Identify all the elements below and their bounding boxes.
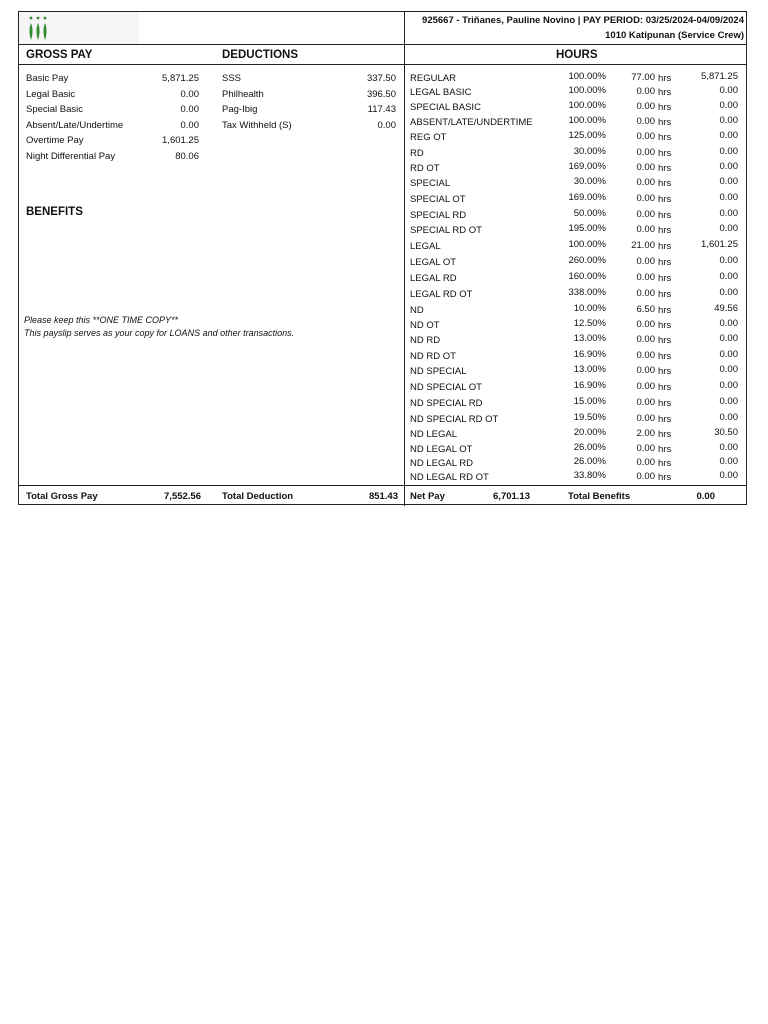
net-pay-value: 6,701.13 <box>493 491 530 502</box>
hours-row-rate: 100.00% <box>568 100 606 111</box>
total-benefits-label: Total Benefits <box>568 491 631 502</box>
hours-row-rate: 338.00% <box>568 287 606 298</box>
hours-row-hours: 0.00 <box>636 193 655 204</box>
hours-row-amount: 30.50 <box>714 427 738 438</box>
hours-row-label: ABSENT/LATE/UNDERTIME <box>410 117 533 128</box>
deduction-item-value: 117.43 <box>367 104 396 115</box>
hours-row-unit: hrs <box>658 257 672 268</box>
hours-row-label: ND OT <box>410 320 440 331</box>
hours-row-label: LEGAL BASIC <box>410 87 472 98</box>
gross-item-value: 0.00 <box>180 119 199 131</box>
hours-row-label: ND LEGAL RD <box>410 458 473 469</box>
hours-row-amount: 0.00 <box>719 287 738 298</box>
hours-row-label: REG OT <box>410 132 447 143</box>
hours-row-rate: 26.00% <box>573 456 606 467</box>
hours-row-hours: 0.00 <box>636 177 655 188</box>
hours-row-amount: 0.00 <box>719 271 738 282</box>
hours-row-rate: 33.80% <box>573 470 606 481</box>
hours-row-unit: hrs <box>658 87 672 98</box>
hours-row-hours: 0.00 <box>636 381 655 392</box>
hours-row-amount: 0.00 <box>719 255 738 266</box>
hours-row-unit: hrs <box>658 194 672 205</box>
gross-item-label: Special Basic <box>26 104 84 115</box>
hours-row-hours: 0.00 <box>636 288 655 299</box>
totals-divider <box>19 485 746 486</box>
hours-row-hours: 0.00 <box>636 443 655 454</box>
hours-row-amount: 0.00 <box>719 192 738 203</box>
hours-row-unit: hrs <box>658 102 672 113</box>
hours-row-label: ND LEGAL <box>410 429 457 440</box>
hours-row-unit: hrs <box>658 458 672 469</box>
gross-item-value: 0.00 <box>180 104 199 115</box>
gross-item-label: Basic Pay <box>26 73 69 84</box>
gross-item-value: 0.00 <box>180 88 199 100</box>
hours-row-amount: 1,601.25 <box>701 239 738 250</box>
hours-row-label: LEGAL <box>410 241 441 252</box>
hours-row-hours: 0.00 <box>636 147 655 158</box>
hours-row-hours: 2.00 <box>636 428 655 439</box>
hours-row-unit: hrs <box>658 335 672 346</box>
hours-row-amount: 0.00 <box>719 364 738 375</box>
hours-row-rate: 100.00% <box>568 115 606 126</box>
hours-row-rate: 13.00% <box>573 364 606 375</box>
hours-row-unit: hrs <box>658 351 672 362</box>
hours-row-label: LEGAL OT <box>410 257 457 268</box>
hours-row-unit: hrs <box>658 163 672 174</box>
hours-row-label: ND SPECIAL <box>410 366 467 377</box>
header-divider <box>19 44 746 45</box>
hours-row-amount: 0.00 <box>719 333 738 344</box>
hours-row-unit: hrs <box>658 429 672 440</box>
hours-row-label: ND LEGAL RD OT <box>410 472 489 483</box>
hours-row-unit: hrs <box>658 398 672 409</box>
hours-row-label: SPECIAL OT <box>410 194 466 205</box>
hours-row-amount: 0.00 <box>719 442 738 453</box>
hours-row-rate: 16.90% <box>573 349 606 360</box>
hours-row-rate: 50.00% <box>573 208 606 219</box>
hours-row-rate: 15.00% <box>573 396 606 407</box>
hours-row-label: SPECIAL RD OT <box>410 225 482 236</box>
hours-row-hours: 0.00 <box>636 365 655 376</box>
hours-row-label: RD OT <box>410 163 440 174</box>
deduction-item-label: Philhealth <box>222 88 264 100</box>
logo-area <box>19 12 139 44</box>
hours-row-hours: 0.00 <box>636 101 655 112</box>
hours-row-rate: 16.90% <box>573 380 606 391</box>
gross-item-value: 1,601.25 <box>162 135 199 146</box>
hours-row-rate: 100.00% <box>568 239 606 250</box>
hours-row-amount: 0.00 <box>719 100 738 111</box>
hours-row-unit: hrs <box>658 178 672 189</box>
hours-row-label: SPECIAL BASIC <box>410 102 481 113</box>
hours-row-unit: hrs <box>658 273 672 284</box>
total-deduction-label: Total Deduction <box>222 491 294 502</box>
hours-row-label: ND <box>410 305 424 316</box>
deduction-item-value: 0.00 <box>377 119 396 131</box>
hours-row-rate: 19.50% <box>573 412 606 423</box>
hours-row-rate: 160.00% <box>568 271 606 282</box>
hours-row-rate: 13.00% <box>573 333 606 344</box>
hours-row-unit: hrs <box>658 210 672 221</box>
hours-row-rate: 100.00% <box>568 85 606 96</box>
hours-row-unit: hrs <box>658 444 672 455</box>
deduction-item-label: Pag-Ibig <box>222 104 258 115</box>
hours-row-rate: 100.00% <box>568 71 606 82</box>
hours-row-label: SPECIAL RD <box>410 210 467 221</box>
hours-row-amount: 0.00 <box>719 146 738 157</box>
hours-row-label: ND LEGAL OT <box>410 444 473 455</box>
hours-row-hours: 0.00 <box>636 131 655 142</box>
hours-row-hours: 0.00 <box>636 413 655 424</box>
gross-item-label: Overtime Pay <box>26 135 84 146</box>
hours-row-amount: 0.00 <box>719 130 738 141</box>
hours-row-unit: hrs <box>658 289 672 300</box>
hours-row-hours: 0.00 <box>636 209 655 220</box>
benefits-title: BENEFITS <box>26 206 83 218</box>
hours-row-amount: 0.00 <box>719 176 738 187</box>
hours-row-unit: hrs <box>658 132 672 143</box>
hours-row-hours: 0.00 <box>636 319 655 330</box>
branch-position: 1010 Katipunan (Service Crew) <box>605 30 744 41</box>
hours-row-unit: hrs <box>658 117 672 128</box>
gross-pay-title: GROSS PAY <box>26 49 93 61</box>
hours-row-hours: 0.00 <box>636 162 655 173</box>
hours-row-rate: 169.00% <box>568 192 606 203</box>
hours-row-unit: hrs <box>658 305 672 316</box>
hours-row-unit: hrs <box>658 414 672 425</box>
gross-item-label: Night Differential Pay <box>26 150 116 162</box>
hours-row-amount: 0.00 <box>719 115 738 126</box>
hours-row-unit: hrs <box>658 366 672 377</box>
deduction-item-label: SSS <box>222 73 242 84</box>
hours-row-amount: 0.00 <box>719 456 738 467</box>
hours-row-rate: 195.00% <box>568 223 606 234</box>
hours-row-rate: 260.00% <box>568 255 606 266</box>
hours-title: HOURS <box>556 49 598 61</box>
total-deduction-value: 851.43 <box>368 491 398 502</box>
total-gross-pay-label: Total Gross Pay <box>26 491 98 502</box>
hours-row-amount: 5,871.25 <box>701 71 738 82</box>
one-time-copy-note: Please keep this **ONE TIME COPY** <box>24 315 179 325</box>
hours-row-hours: 0.00 <box>636 272 655 283</box>
hours-row-label: ND SPECIAL OT <box>410 382 482 393</box>
hours-row-unit: hrs <box>658 148 672 159</box>
hours-row-label: RD <box>410 148 424 159</box>
hours-row-hours: 0.00 <box>636 116 655 127</box>
hours-row-unit: hrs <box>658 225 672 236</box>
hours-row-amount: 0.00 <box>719 318 738 329</box>
hours-row-hours: 0.00 <box>636 86 655 97</box>
employee-pay-period: 925667 - Triñanes, Pauline Novino | PAY PERIOD: 03/25/2024-04/09/2024 <box>422 15 744 26</box>
hours-row-unit: hrs <box>658 472 672 483</box>
hours-row-amount: 0.00 <box>719 380 738 391</box>
hours-row-amount: 0.00 <box>719 470 738 481</box>
total-benefits-value: 0.00 <box>696 491 715 502</box>
deduction-item-value: 337.50 <box>366 73 396 84</box>
total-gross-pay-value: 7,552.56 <box>164 491 201 502</box>
hours-row-unit: hrs <box>658 73 672 84</box>
hours-row-amount: 0.00 <box>719 85 738 96</box>
hours-row-hours: 21.00 <box>631 240 655 251</box>
hours-row-label: LEGAL RD <box>410 273 457 284</box>
hours-row-unit: hrs <box>658 241 672 252</box>
hours-row-label: ND SPECIAL RD <box>410 398 483 409</box>
hours-row-rate: 12.50% <box>573 318 606 329</box>
hours-row-label: REGULAR <box>410 73 456 84</box>
section-title-divider <box>19 64 746 65</box>
hours-row-hours: 0.00 <box>636 457 655 468</box>
net-pay-label: Net Pay <box>410 491 445 502</box>
hours-row-label: ND RD OT <box>410 351 456 362</box>
gross-item-value: 5,871.25 <box>162 73 199 84</box>
hours-row-amount: 0.00 <box>719 208 738 219</box>
gross-item-label: Absent/Late/Undertime <box>26 119 124 131</box>
hours-row-label: ND RD <box>410 335 441 346</box>
hours-row-amount: 0.00 <box>719 349 738 360</box>
hours-row-rate: 10.00% <box>573 303 606 314</box>
hours-row-hours: 0.00 <box>636 397 655 408</box>
hours-row-amount: 0.00 <box>719 223 738 234</box>
deductions-title: DEDUCTIONS <box>222 49 299 61</box>
hours-row-label: LEGAL RD OT <box>410 289 473 300</box>
hours-row-unit: hrs <box>658 382 672 393</box>
loans-note: This payslip serves as your copy for LOANS and other transactions. <box>24 328 295 338</box>
hours-row-amount: 0.00 <box>719 412 738 423</box>
hours-row-rate: 26.00% <box>573 442 606 453</box>
gross-item-value: 80.06 <box>175 150 199 162</box>
hours-row-unit: hrs <box>658 320 672 331</box>
hours-row-rate: 20.00% <box>573 427 606 438</box>
hours-row-label: ND SPECIAL RD OT <box>410 414 499 425</box>
hours-row-hours: 6.50 <box>636 304 655 315</box>
hours-row-amount: 0.00 <box>719 396 738 407</box>
hours-row-rate: 30.00% <box>573 176 606 187</box>
hours-row-amount: 0.00 <box>719 161 738 172</box>
hours-row-rate: 169.00% <box>568 161 606 172</box>
company-logo-icon <box>27 15 53 43</box>
hours-row-rate: 30.00% <box>573 146 606 157</box>
hours-row-hours: 0.00 <box>636 471 655 482</box>
hours-row-hours: 0.00 <box>636 224 655 235</box>
deduction-item-value: 396.50 <box>366 88 396 100</box>
hours-row-hours: 0.00 <box>636 350 655 361</box>
hours-row-amount: 49.56 <box>714 303 738 314</box>
payslip <box>18 11 747 505</box>
hours-row-hours: 77.00 <box>631 72 655 83</box>
hours-row-hours: 0.00 <box>636 256 655 267</box>
hours-row-hours: 0.00 <box>636 334 655 345</box>
hours-row-label: SPECIAL <box>410 178 451 189</box>
gross-item-label: Legal Basic <box>26 88 76 100</box>
hours-row-rate: 125.00% <box>568 130 606 141</box>
hours-divider <box>404 12 405 506</box>
deduction-item-label: Tax Withheld (S) <box>222 119 292 131</box>
